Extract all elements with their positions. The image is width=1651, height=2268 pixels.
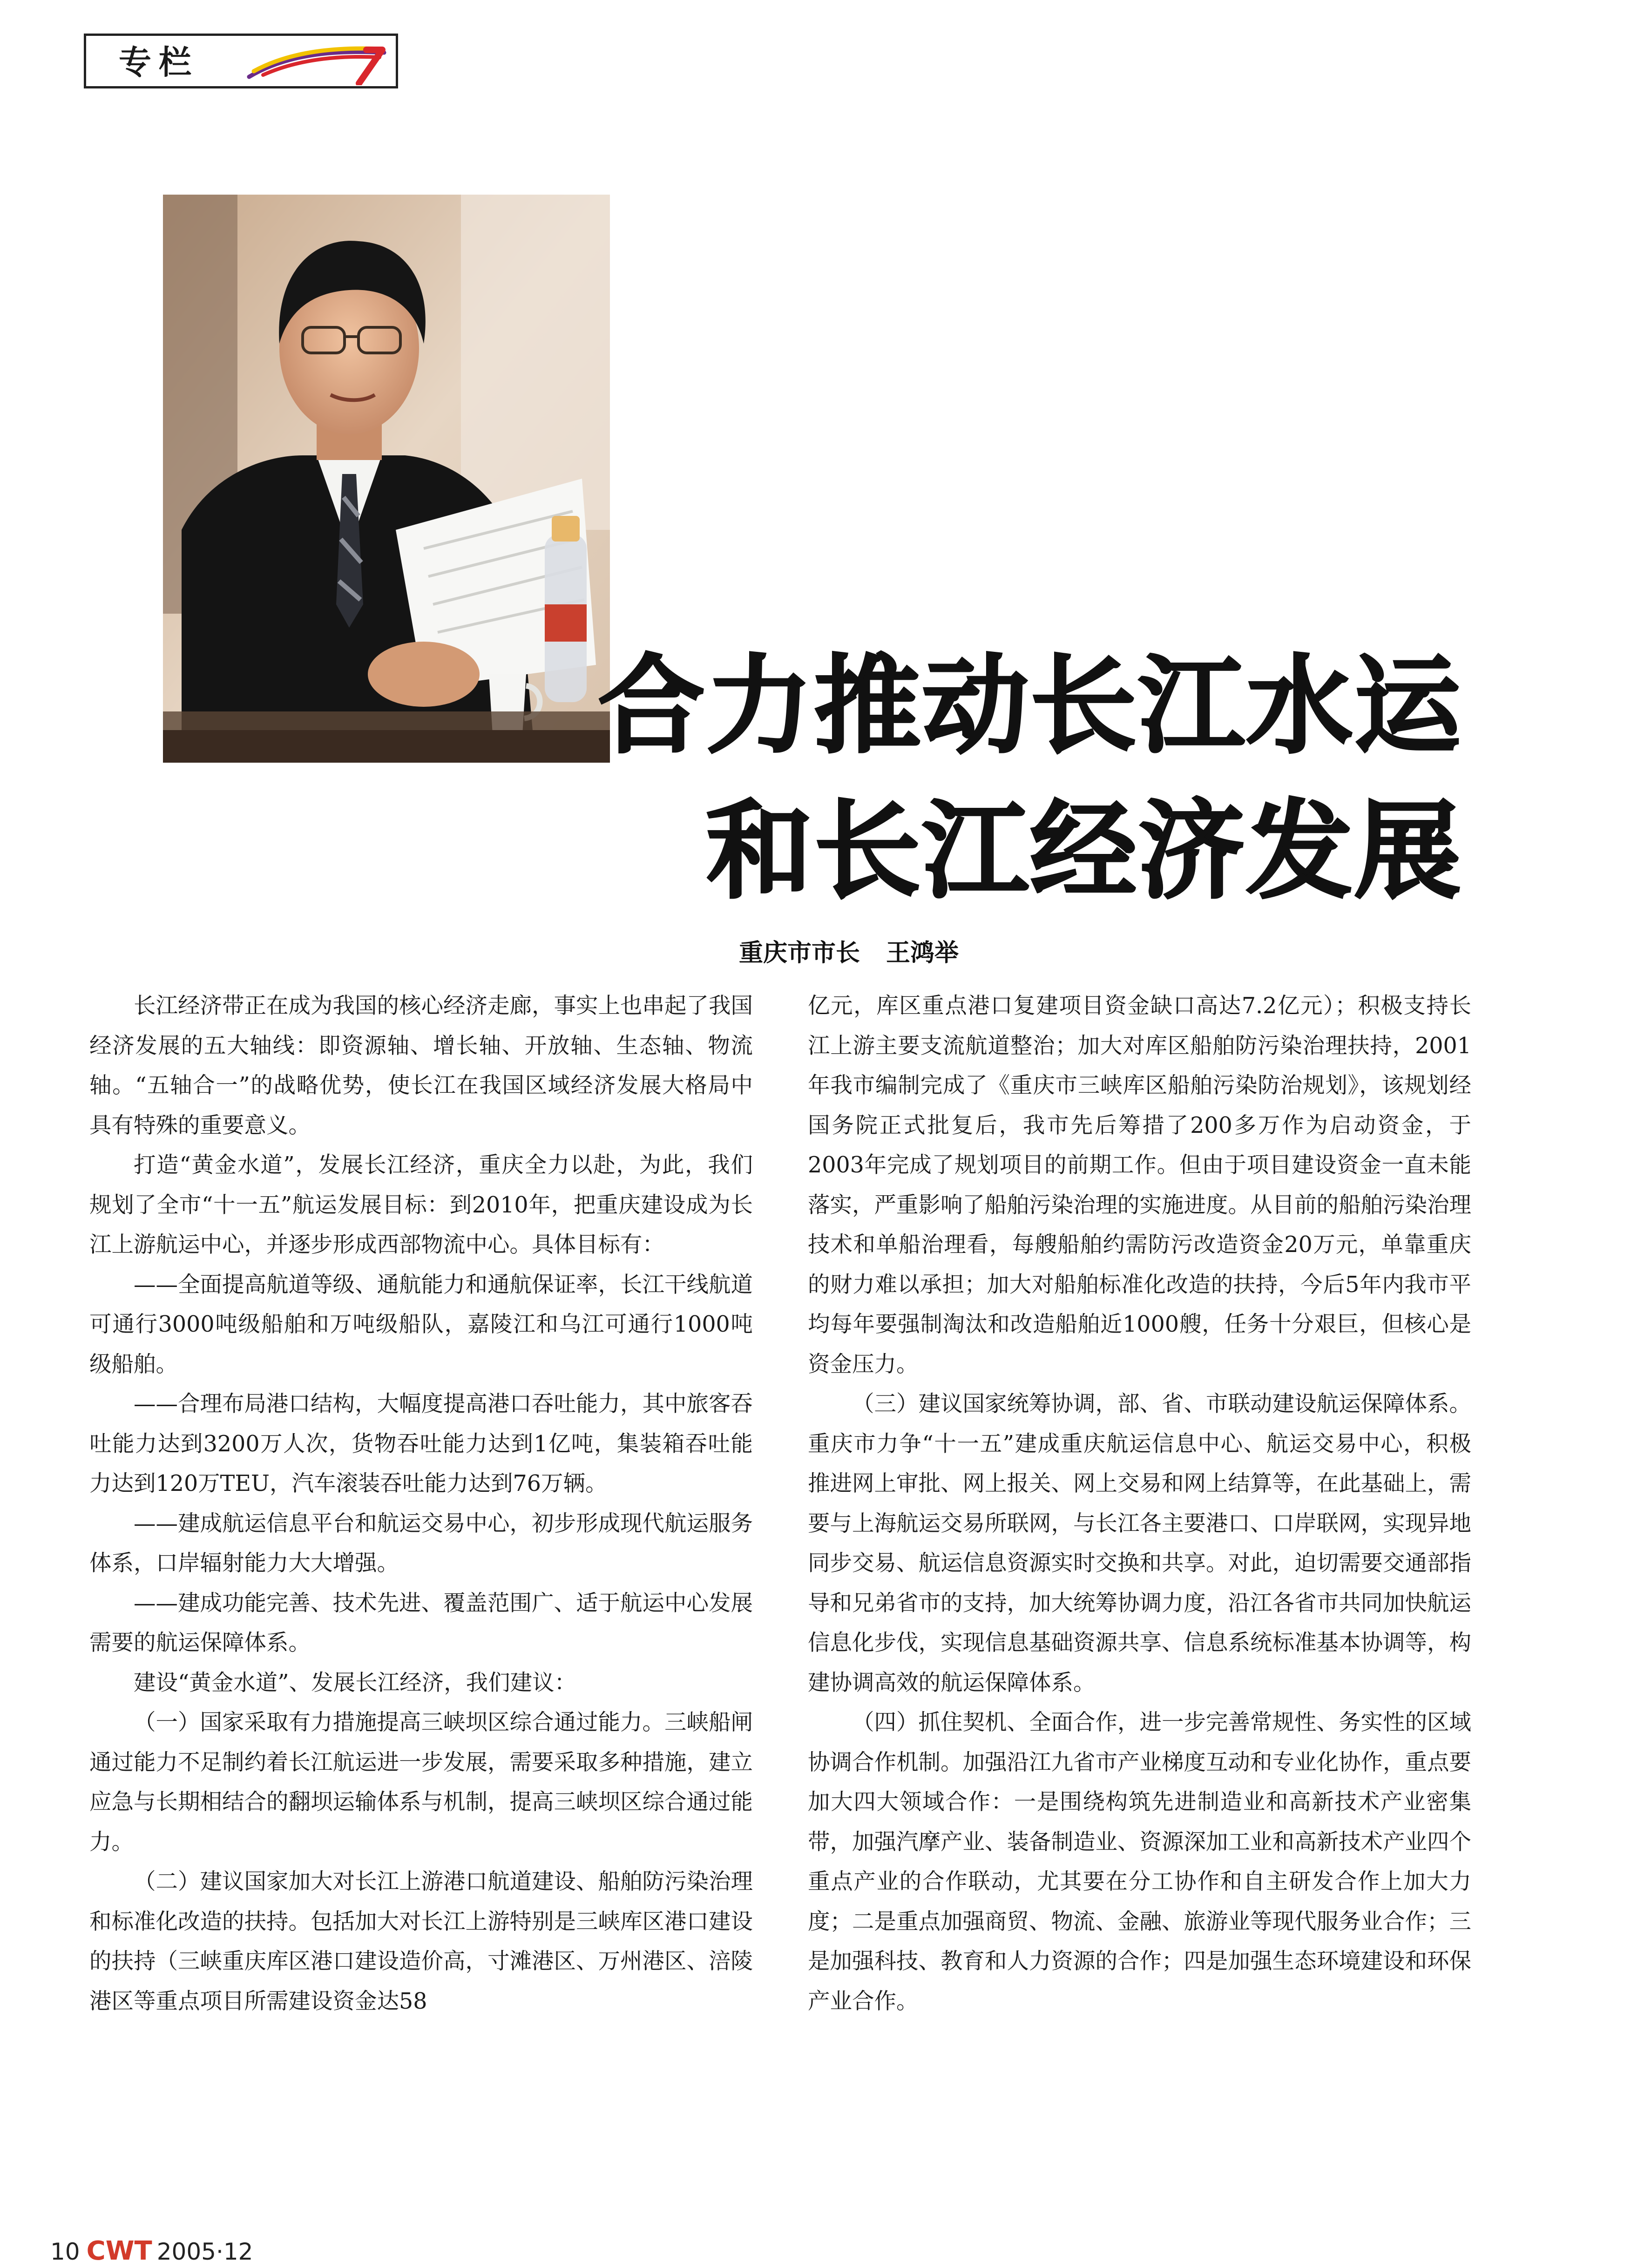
article-title bbox=[598, 633, 1462, 924]
paragraph: （一）国家采取有力措施提高三峡坝区综合通过能力。三峡船闸通过能力不足制约着长江航运进一步发展，需要采取多种措施，建立应急与长期相结合的翻坝运输体系与机制，提高三峡坝区综合通过能力。 bbox=[89, 1710, 753, 1855]
paragraph: （三）建议国家统筹协调，部、省、市联动建设航运保障体系。重庆市力争“十一五”建成重庆航运信息中心、航运交易中心，积极推进网上审批、网上报关、网上交易和网上结算等，在此基础上，需要与上海航运交易所联网，与长江各主要港口、口岸联网，实现异地同步交易、航运信息资源实时交换和共享。对此，迫切需要交通部指导和兄弟省市的支持，加大统筹协调力度，沿江各省市共同加快航运信息化步伐，实现信息基础资源共享、信息系统标准基本协调等，构建协调高效的航运保障体系。 bbox=[808, 1391, 1471, 1696]
title-line-2: 和长江经济发展 bbox=[706, 789, 1462, 913]
paragraph-continued: 亿元，库区重点港口复建项目资金缺口高达7.2亿元）；积极支持长江上游主要支流航道整治；加大对库区船舶防污染治理扶持，2001年我市编制完成了《重庆市三峡库区船舶污染防治规划》，该规划经国务院正式批复后，我市先后筹措了200多万作为启动资金，于2003年完成了规划项目的前期工作。但由于项目建设资金一直未能落实，严重影响了船舶污染治理的实施进度。从目前的船舶污染治理技术和单船治理看，每艘船舶约需防污改造资金20万元，单靠重庆的财力难以承担；加大对船舶标准化改造的扶持，今后5年内我市平均每年要强制淘汰和改造船舶近1000艘，任务十分艰巨，但核心是资金压力。 bbox=[808, 993, 1471, 1377]
paragraph: 打造“黄金水道”，发展长江经济，重庆全力以赴，为此，我们规划了全市“十一五”航运发展目标：到2010年，把重庆建设成为长江上游航运中心，并逐步形成西部物流中心。具体目标有： bbox=[89, 1152, 753, 1258]
column-badge bbox=[84, 34, 398, 88]
page-number: 10 bbox=[50, 2238, 80, 2265]
paragraph: （四）抓住契机、全面合作，进一步完善常规性、务实性的区域协调合作机制。加强沿江九省市产业梯度互动和专业化协作，重点要加大四大领域合作：一是围绕构筑先进制造业和高新技术产业密集带，加强汽摩产业、装备制造业、资源深加工业和高新技术产业四个重点产业的合作联动，尤其要在分工协作和自主研发合作上加大力度；二是重点加强商贸、物流、金融、旅游业等现代服务业合作；三是加强科技、教育和人力资源的合作；四是加强生态环境建设和环保产业合作。 bbox=[808, 1710, 1471, 2014]
paragraph: 建设“黄金水道”、发展长江经济，我们建议： bbox=[134, 1670, 577, 1696]
paragraph: 长江经济带正在成为我国的核心经济走廊，事实上也串起了我国经济发展的五大轴线：即资源轴、增长轴、开放轴、生态轴、物流轴。“五轴合一”的战略优势，使长江在我国区域经济发展大格局中具有特殊的重要意义。 bbox=[89, 993, 753, 1138]
portrait-photo bbox=[163, 195, 610, 763]
title-line-1: 合力推动长江水运 bbox=[598, 644, 1462, 768]
paragraph: ——建成功能完善、技术先进、覆盖范围广、适于航运中心发展需要的航运保障体系。 bbox=[89, 1590, 753, 1656]
page-footer bbox=[50, 2235, 253, 2268]
paragraph: ——全面提高航道等级、通航能力和通航保证率，长江干线航道可通行3000吨级船舶和万吨级船队，嘉陵江和乌江可通行1000吨级船舶。 bbox=[89, 1272, 753, 1377]
issue-date: 2005·12 bbox=[156, 2238, 253, 2265]
paragraph: ——合理布局港口结构，大幅度提高港口吞吐能力，其中旅客吞吐能力达到3200万人次，货物吞吐能力达到1亿吨，集装箱吞吐能力达到120万TEU，汽车滚装吞吐能力达到76万辆。 bbox=[89, 1391, 753, 1496]
magazine-logo: CWT bbox=[86, 2236, 152, 2266]
author-position: 重庆市市长 bbox=[738, 939, 860, 967]
paragraph: ——建成航运信息平台和航运交易中心，初步形成现代航运服务体系，口岸辐射能力大大增强。 bbox=[89, 1510, 753, 1576]
paragraph: （二）建议国家加大对长江上游港口航道建设、船舶防污染治理和标准化改造的扶持。包括加大对长江上游特别是三峡库区港口建设的扶持（三峡重庆库区港口建设造价高，寸滩港区、万州港区、涪陵港区等重点项目所需建设资金达58 bbox=[89, 1869, 753, 2014]
byline bbox=[0, 937, 1651, 969]
swoosh-logo-icon bbox=[244, 41, 393, 85]
body-column-left bbox=[89, 986, 753, 2021]
body-column-right bbox=[808, 986, 1471, 2021]
column-badge-label: 专栏 bbox=[119, 43, 199, 81]
author-name: 王鸿举 bbox=[886, 939, 959, 967]
